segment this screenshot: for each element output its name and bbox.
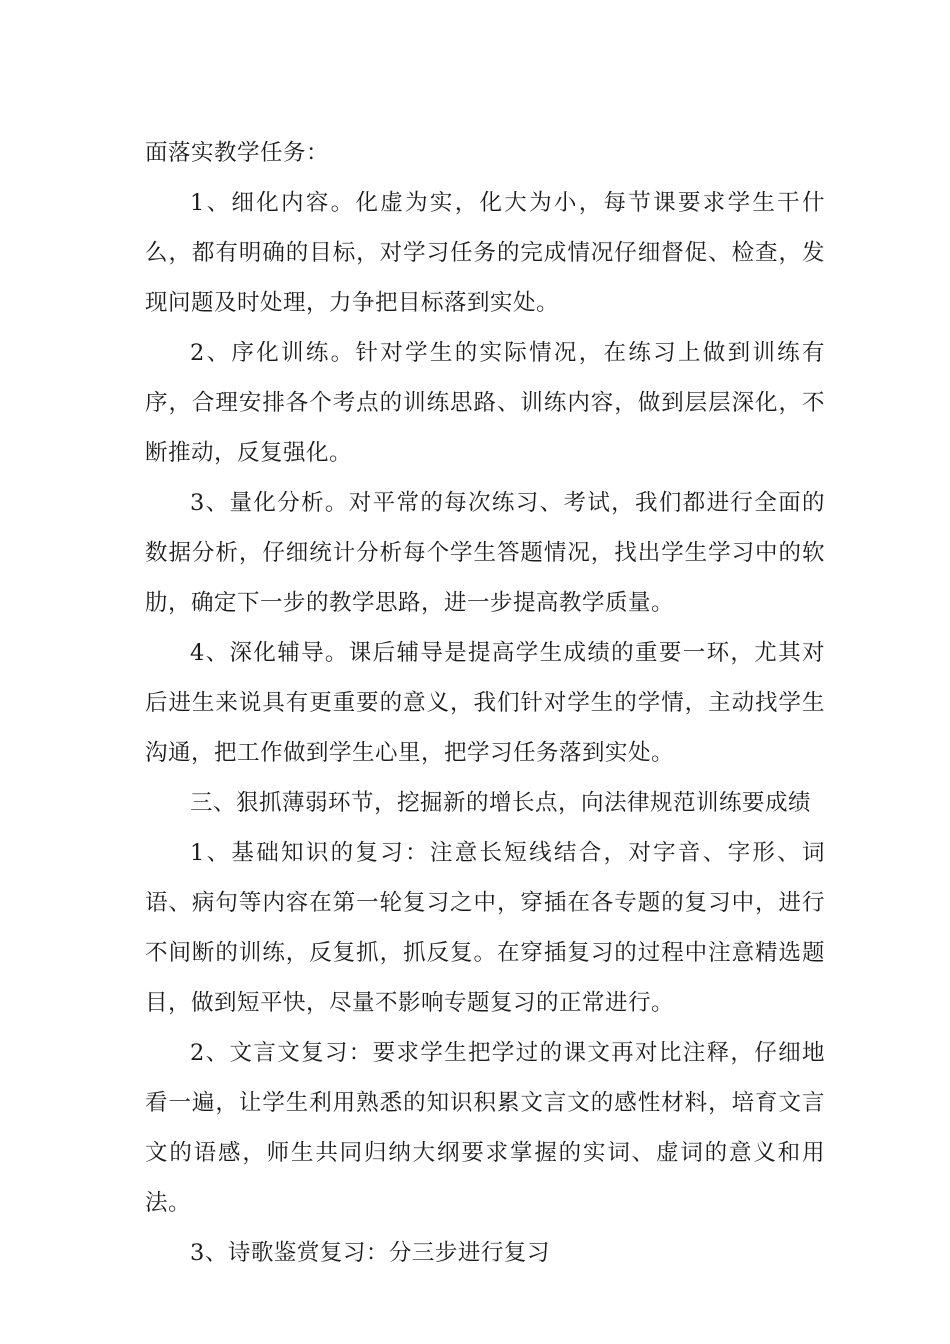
paragraph-6: 1、基础知识的复习：注意长短线结合，对字音、字形、词语、病句等内容在第一轮复习之中，穿插在各专题的复习中，进行不间断的训练，反复抓，抓反复。在穿插复习的过程中注意精选题目，做到短平快，尽量不影响专题复习的正常进行。: [145, 840, 825, 1016]
paragraph-2: 2、序化训练。针对学生的实际情况，在练习上做到训练有序，合理安排各个考点的训练思路、训练内容，做到层层深化，不断推动，反复强化。: [145, 340, 825, 466]
paragraph-7: 2、文言文复习：要求学生把学过的课文再对比注释，仔细地看一遍，让学生利用熟悉的知识积累文言文的感性材料，培育文言文的语感，师生共同归纳大纲要求掌握的实词、虚词的意义和用法。: [145, 1040, 825, 1216]
document-body: [145, 128, 825, 1278]
paragraph-8: 3、诗歌鉴赏复习：分三步进行复习: [190, 1240, 550, 1266]
paragraph-1: 1、细化内容。化虚为实，化大为小，每节课要求学生干什么，都有明确的目标，对学习任务的完成情况仔细督促、检查，发现问题及时处理，力争把目标落到实处。: [145, 190, 825, 316]
section-heading: 三、狠抓薄弱环节，挖掘新的增长点，向法律规范训练要成绩: [190, 790, 812, 816]
paragraph-0: 面落实教学任务：: [145, 140, 330, 166]
paragraph-4: 4、深化辅导。课后辅导是提高学生成绩的重要一环，尤其对后进生来说具有更重要的意义，我们针对学生的学情，主动找学生沟通，把工作做到学生心里，把学习任务落到实处。: [145, 640, 825, 766]
paragraph-3: 3、量化分析。对平常的每次练习、考试，我们都进行全面的数据分析，仔细统计分析每个学生答题情况，找出学生学习中的软肋，确定下一步的教学思路，进一步提高教学质量。: [145, 490, 825, 616]
